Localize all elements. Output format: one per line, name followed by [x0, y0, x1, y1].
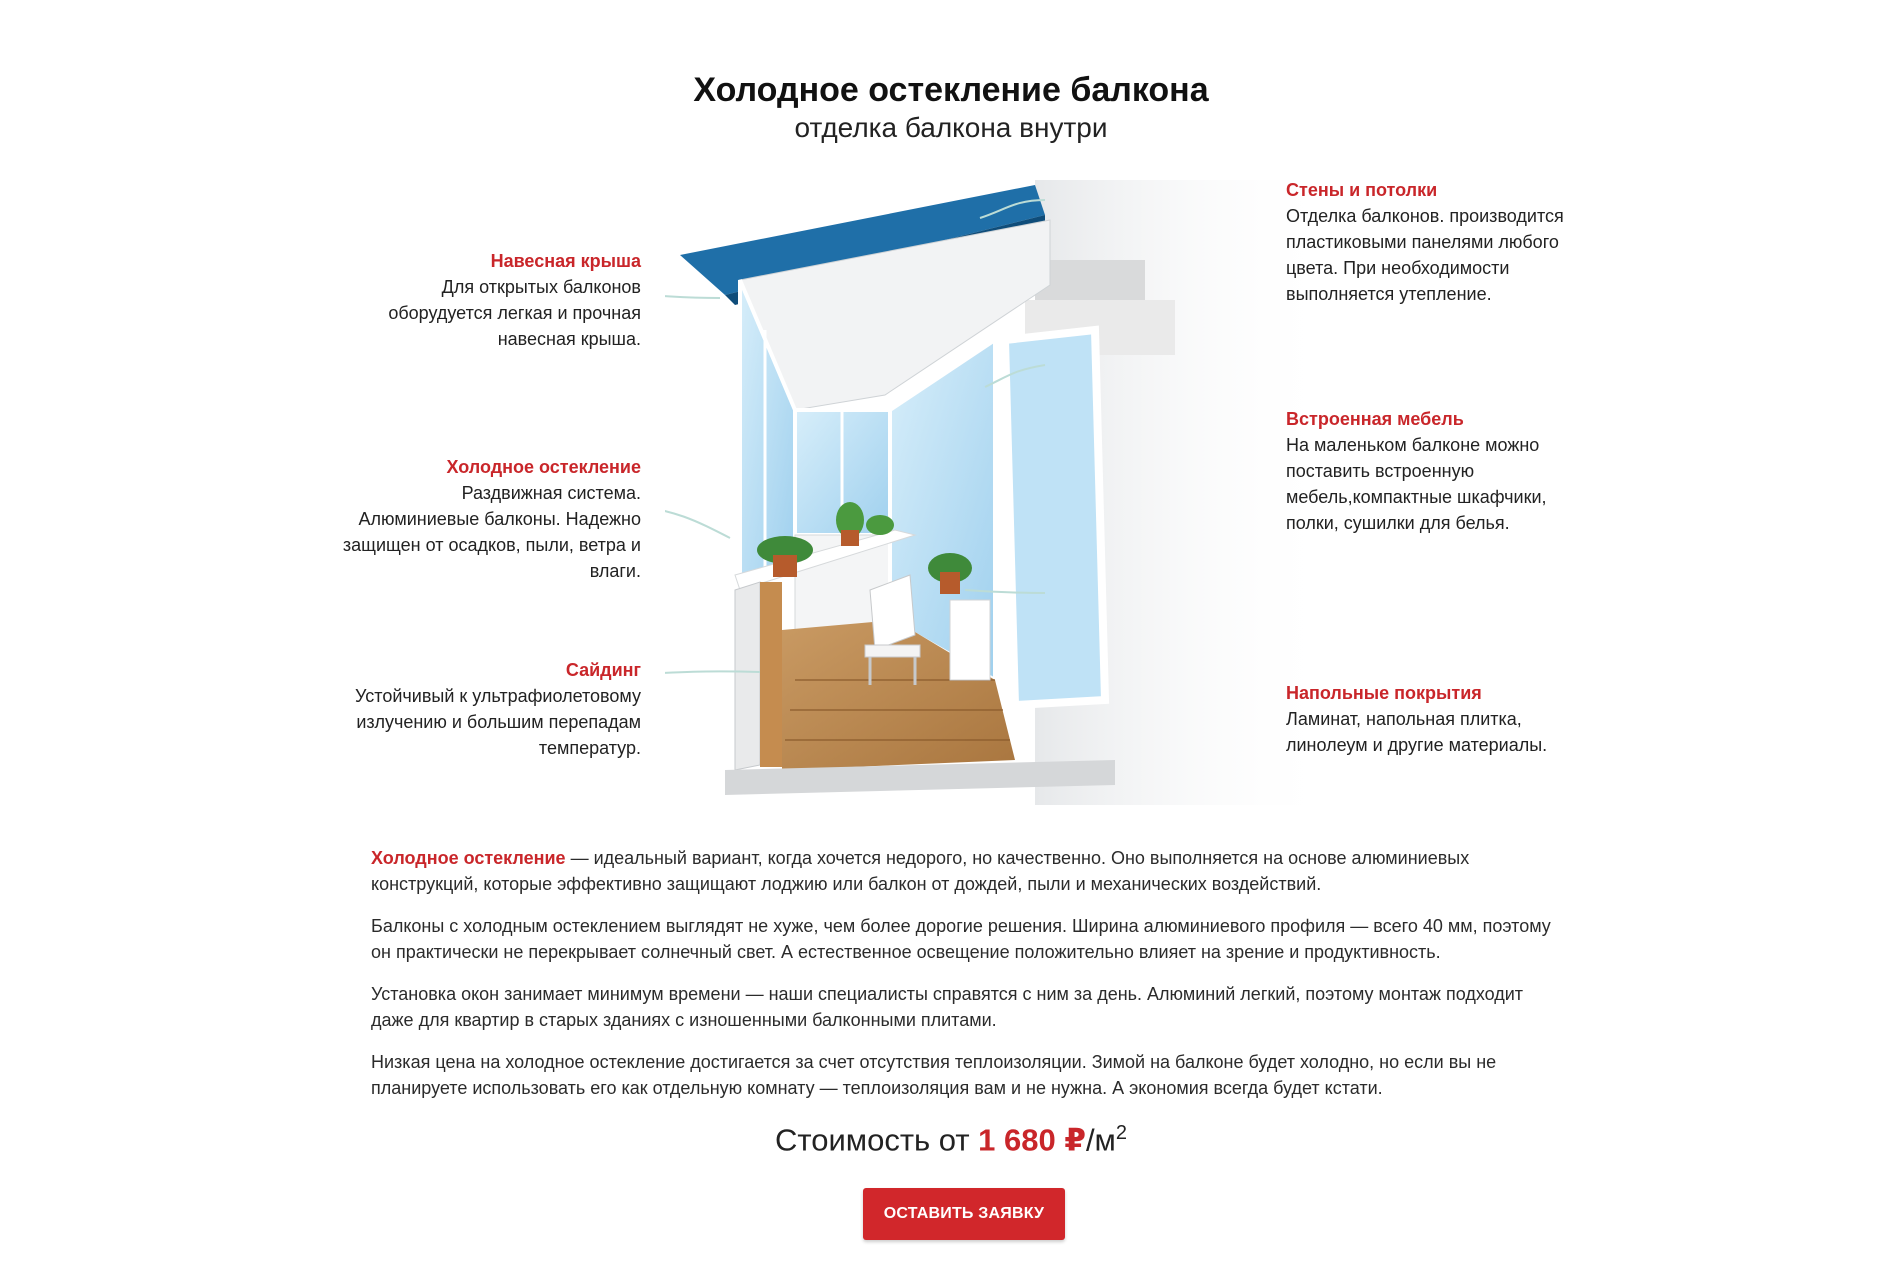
price-amount: 1 680 ₽ [978, 1122, 1086, 1158]
page-title: Холодное остекление балкона [693, 71, 1209, 109]
price-unit: /м [1085, 1122, 1116, 1158]
balcony-door [1005, 330, 1105, 705]
description-highlight: Холодное остекление [371, 848, 566, 868]
callout-roof [341, 248, 641, 352]
balcony-illustration [665, 180, 1335, 805]
callout-text: Отделка балконов. производится пластиковыми панелями любого цвета. При необходимости выполняется утепление. [1286, 206, 1564, 304]
callout-title: Стены и потолки [1286, 180, 1438, 200]
callout-text: Устойчивый к ультрафиолетовому излучению и большим перепадам температур. [355, 686, 641, 758]
page-subtitle: отделка балкона внутри [794, 112, 1108, 143]
callout-siding [341, 657, 641, 761]
callout-text: На маленьком балконе можно поставить встроенную мебель,компактные шкафчики, полки, сушилки для белья. [1286, 435, 1547, 533]
callout-text: Для открытых балконов оборудуется легкая и прочная навесная крыша. [388, 277, 641, 349]
price-line [0, 1122, 1902, 1158]
callout-title: Встроенная мебель [1286, 409, 1464, 429]
price-unit-exponent: 2 [1115, 1122, 1127, 1144]
description-paragraph [371, 845, 1551, 897]
callout-title: Холодное остекление [446, 457, 641, 477]
callout-built-in-furniture [1286, 406, 1586, 536]
description-paragraph: Низкая цена на холодное остекление достигается за счет отсутствия теплоизоляции. Зимой на балконе будет холодно, но если вы не планируете использовать его как отдельную комнату — теплоизоляция вам и не нужна. А экономия всегда будет кстати. [371, 1052, 1497, 1098]
callout-cold-glazing [341, 454, 641, 584]
description-paragraph: Балконы с холодным остеклением выглядят не хуже, чем более дорогие решения. Ширина алюминиевого профиля — всего 40 мм, поэтому он практически не перекрывает солнечный свет. А естественное освещение положительно влияет на зрение и продуктивность. [371, 916, 1551, 962]
callout-text: Ламинат, напольная плитка, линолеум и другие материалы. [1286, 709, 1548, 755]
callout-text: Раздвижная система. Алюминиевые балконы. Надежно защищен от осадков, пыли, ветра и влаги. [342, 483, 641, 581]
description-paragraph: Установка окон занимает минимум времени — наши специалисты справятся с ним за день. Алюминий легкий, поэтому монтаж подходит даже для квартир в старых зданиях с изношенными балконными плитами. [371, 984, 1524, 1030]
callout-title: Напольные покрытия [1286, 683, 1482, 703]
built-in-cabinet [950, 600, 990, 680]
description [371, 845, 1551, 1117]
callout-floor-coverings [1286, 680, 1586, 758]
description-text: — идеальный вариант, когда хочется недорого, но качественно. Оно выполняется на основе алюминиевых конструкций, которые эффективно защищают лоджию или балкон от дождей, пыли и механических воздействий. [371, 848, 1470, 894]
callout-title: Сайдинг [565, 660, 641, 680]
callout-title: Навесная крыша [490, 251, 641, 271]
callout-walls-ceilings [1286, 177, 1586, 307]
price-prefix: Стоимость от [774, 1122, 979, 1158]
submit-request-button[interactable]: ОСТАВИТЬ ЗАЯВКУ [863, 1188, 1065, 1240]
page-header [0, 70, 1902, 146]
